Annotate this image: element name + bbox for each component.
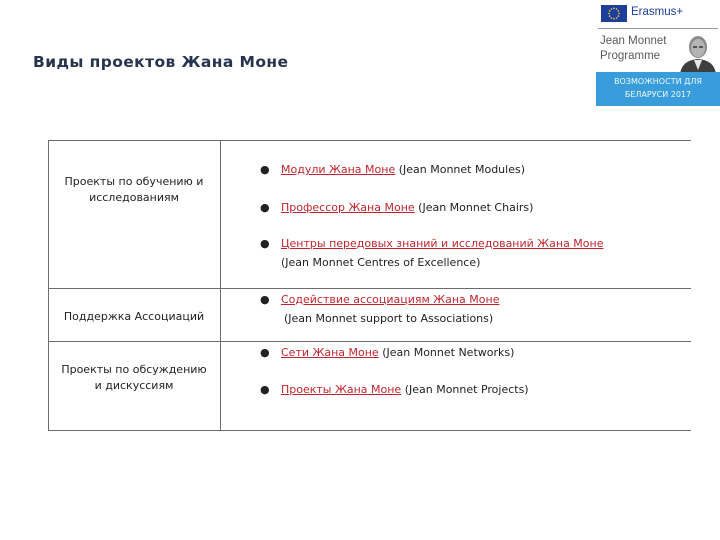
jm-line-2: Programme: [600, 50, 661, 62]
project-name: Проекты Жана Моне: [281, 383, 402, 396]
project-name: Содействие ассоциациям Жана Моне: [281, 293, 500, 306]
table-divider-row-2: [48, 341, 691, 342]
project-name: Центры передовых знаний и исследований Жана Моне: [281, 237, 604, 250]
bullet-icon: ●: [260, 346, 270, 359]
bullet-icon: ●: [260, 383, 270, 396]
project-name: Модули Жана Моне: [281, 163, 396, 176]
table-divider-row-1: [48, 288, 691, 289]
bullet-icon: ●: [260, 163, 270, 176]
category-teaching-research: [48, 174, 220, 206]
erasmus-logo-text: Erasmus+: [631, 6, 684, 18]
category-line: исследованиям: [89, 191, 179, 204]
category-line: Проекты по обучению и: [64, 175, 204, 188]
category-line: Проекты по обсуждению: [61, 363, 207, 376]
eu-flag-icon: [601, 5, 627, 22]
badge-opportunities: [596, 72, 720, 106]
jean-monnet-portrait: [678, 30, 718, 74]
page-title: Виды проектов Жана Моне: [33, 53, 289, 71]
table-border-bottom: [48, 430, 691, 431]
project-name-en: (Jean Monnet Modules): [398, 163, 525, 176]
project-name-en: (Jean Monnet Projects): [404, 383, 529, 396]
bullet-icon: ●: [260, 237, 270, 250]
category-associations: [48, 309, 220, 325]
project-name-en: (Jean Monnet support to Associations): [284, 312, 494, 325]
bullet-icon: ●: [260, 293, 270, 306]
jean-monnet-logo-text: [600, 34, 678, 64]
table-divider-vertical: [220, 140, 221, 430]
table-border-top: [48, 140, 691, 141]
project-name-en: (Jean Monnet Centres of Excellence): [281, 256, 481, 269]
badge-line-2: БЕЛАРУСИ 2017: [624, 90, 692, 99]
category-line: и дискуссиям: [94, 379, 174, 392]
project-name: Сети Жана Моне: [281, 346, 379, 359]
project-name-en: (Jean Monnet Networks): [382, 346, 515, 359]
project-name: Профессор Жана Моне: [281, 201, 415, 214]
logo-divider: [598, 28, 718, 29]
jm-line-1: Jean Monnet: [600, 35, 667, 47]
category-debate-discussion: [48, 362, 220, 394]
project-name-en: (Jean Monnet Chairs): [418, 201, 534, 214]
bullet-icon: ●: [260, 201, 270, 214]
category-line: Поддержка Ассоциаций: [63, 310, 205, 323]
badge-line-1: ВОЗМОЖНОСТИ ДЛЯ: [614, 77, 702, 86]
